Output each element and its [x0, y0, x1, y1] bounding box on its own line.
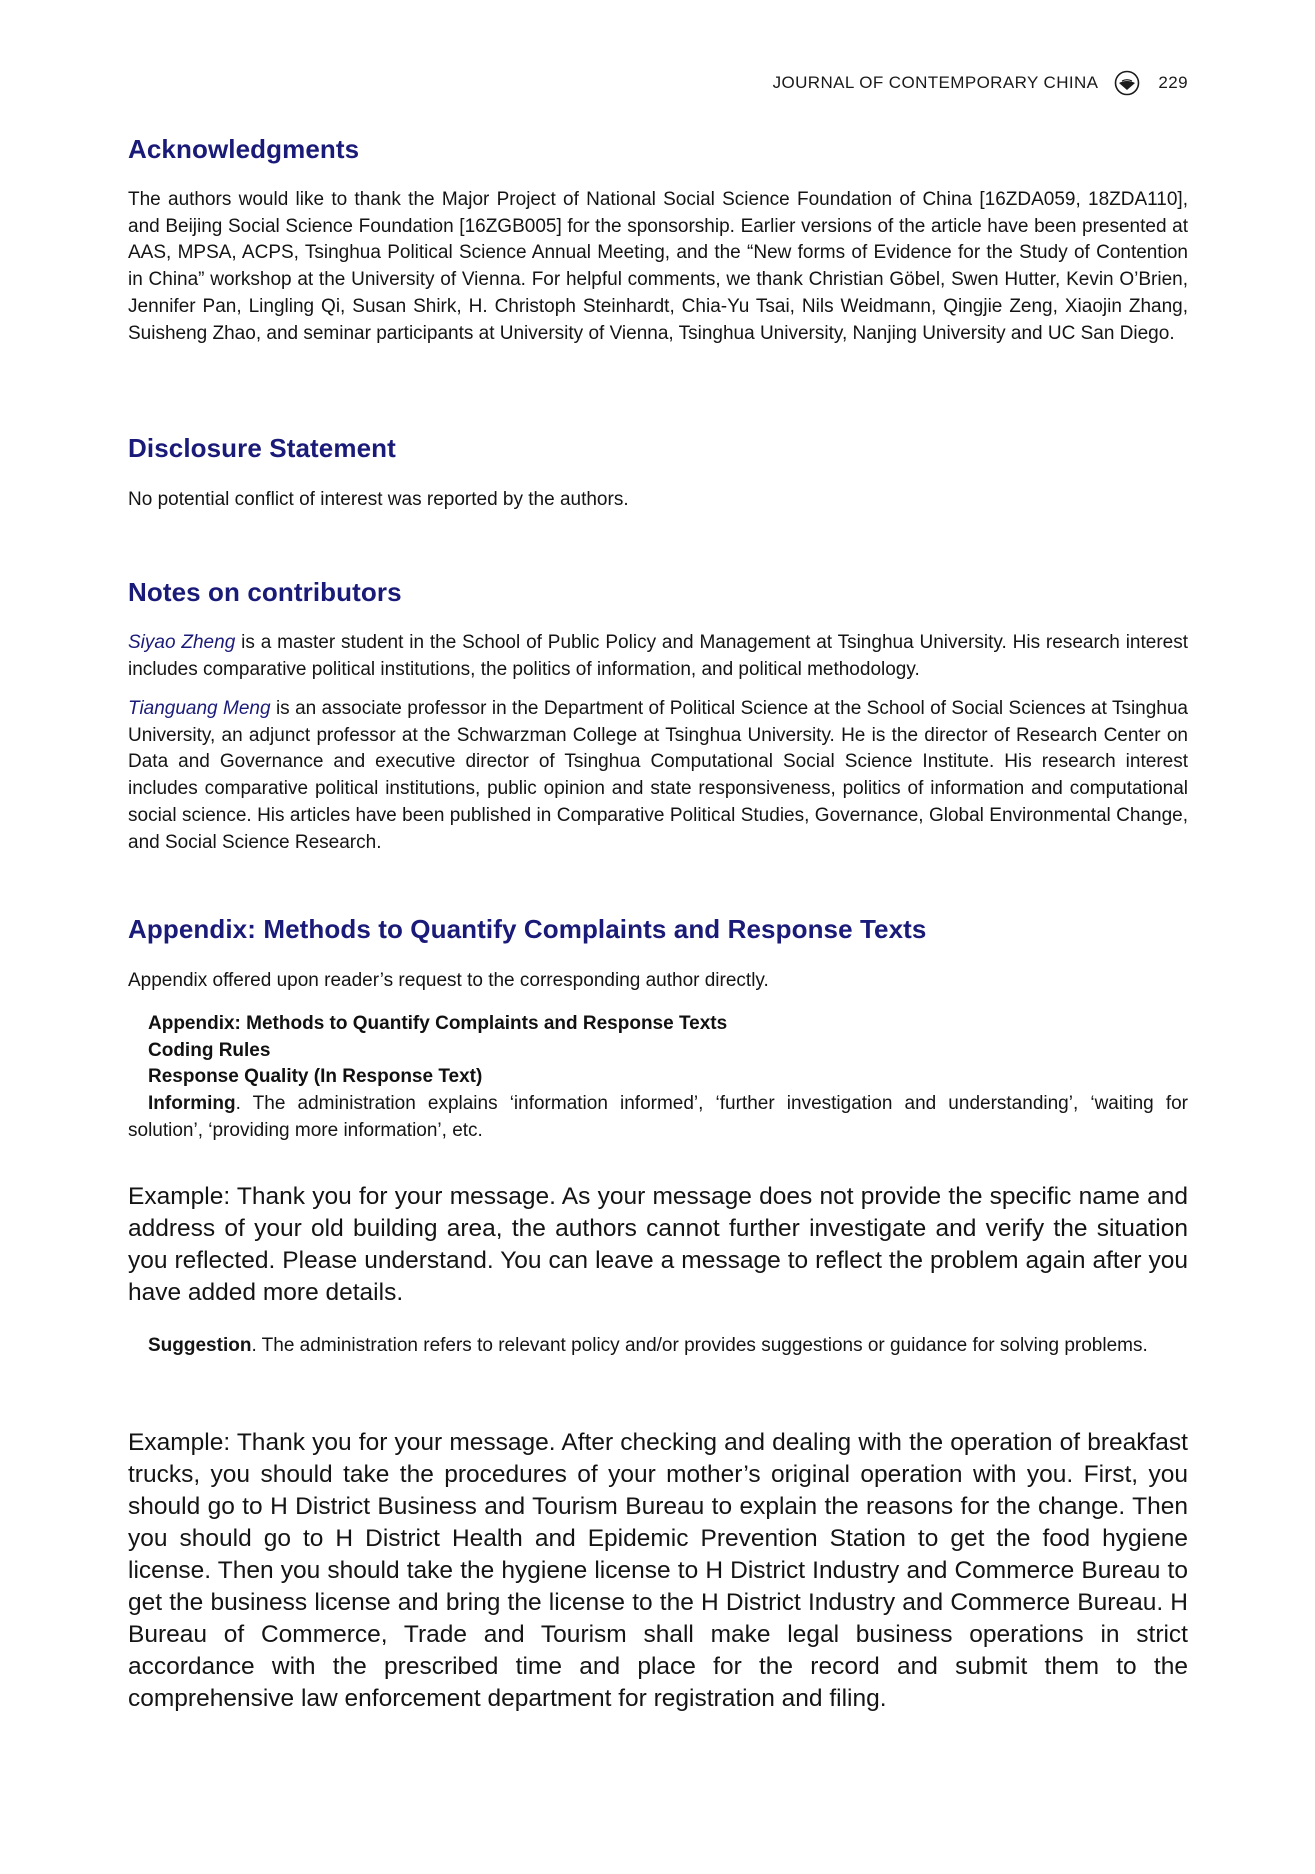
- contributors-heading: Notes on contributors: [128, 577, 402, 607]
- journal-title: JOURNAL OF CONTEMPORARY CHINA: [772, 73, 1099, 92]
- example-suggestion: Example: Thank you for your message. After checking and dealing with the operation of breakfast trucks, you should take the procedures of your mother’s original operation with you. First, you should go to H District Business and Tourism Bureau to explain the reasons for the change. Then you should go to H District Health and Epidemic Prevention Station to get the food hygiene license. Then you should take the hygiene license to H District Industry and Commerce Bureau to get the business license and bring the license to the H District Industry and Commerce Bureau. H Bureau of Commerce, Trade and Tourism shall make legal business operations in strict accordance with the prescribed time and place for the record and submit them to the comprehensive law enforcement department for registration and filing.: [128, 1429, 1188, 1712]
- acknowledgments-text: The authors would like to thank the Major Project of National Social Science Foundation of China [16ZDA059, 18ZDA110], and Beijing Social Science Foundation [16ZGB005] for the sponsorship. Earlier versions of the article have been presented at AAS, MPSA, ACPS, Tsinghua Political Science Annual Meeting, and the “New forms of Evidence for the Study of Contention in China” workshop at the University of Vienna. For helpful comments, we thank Christian Göbel, Swen Hutter, Kevin O’Brien, Jennifer Pan, Lingling Qi, Susan Shirk, H. Christoph Steinhardt, Chia-Yu Tsai, Nils Weidmann, Qingjie Zeng, Xiaojin Zhang, Suisheng Zhao, and seminar participants at University of Vienna, Tsinghua University, Nanjing University and UC San Diego.: [128, 189, 1188, 344]
- contributor-name: Siyao Zheng: [128, 632, 236, 653]
- contributor-name: Tianguang Meng: [128, 698, 271, 719]
- appendix-subtitle: Appendix: Methods to Quantify Complaints and Response Texts: [148, 1013, 728, 1034]
- page-number: 229: [1158, 73, 1188, 92]
- suggestion-block: [128, 1333, 1188, 1360]
- suggestion-term: Suggestion: [148, 1335, 252, 1356]
- appendix-intro: Appendix offered upon reader’s request to the corresponding author directly.: [128, 970, 769, 991]
- publisher-logo-icon: [1114, 70, 1140, 96]
- suggestion-definition: [128, 1333, 1188, 1360]
- contributor-bio-text: is an associate professor in the Department of Political Science at the School of Social Sciences at Tsinghua University, an adjunct professor at the Schwarzman College at Tsinghua University. He is the director of Research Center on Data and Governance and executive director of Tsinghua Computational Social Science Institute. His research interest includes comparative political institutions, public opinion and state responsiveness, politics of information and computational social science. His articles have been published in Comparative Political Studies, Governance, Global Environmental Change, and Social Science Research.: [128, 698, 1189, 853]
- informing-text: . The administration explains ‘information informed’, ‘further investigation and understanding’, ‘waiting for solution’, ‘providing more information’, etc.: [128, 1093, 1188, 1141]
- appendix-heading: Appendix: Methods to Quantify Complaints and Response Texts: [128, 914, 927, 944]
- contributor-bio: [128, 696, 1188, 856]
- example-informing: Example: Thank you for your message. As your message does not provide the specific name and address of your old building area, the authors cannot further investigate and verify the situation you reflected. Please understand. You can leave a message to reflect the problem again after you have added more details.: [128, 1183, 1188, 1306]
- coding-rules-label: Coding Rules: [148, 1039, 271, 1061]
- informing-term: Informing: [148, 1093, 236, 1115]
- disclosure-heading: Disclosure Statement: [128, 433, 396, 463]
- informing-definition: [128, 1091, 1188, 1144]
- contributor-bio-text: is a master student in the School of Public Policy and Management at Tsinghua University. His research interest includes comparative political institutions, the politics of information, and political methodology.: [128, 632, 1189, 680]
- response-quality-label: Response Quality (In Response Text): [148, 1066, 483, 1088]
- disclosure-text: No potential conflict of interest was reported by the authors.: [128, 489, 629, 510]
- running-head: [773, 70, 1188, 96]
- appendix-coding-block: [128, 1011, 1188, 1145]
- contributor-bio: [128, 630, 1188, 683]
- acknowledgments-heading: Acknowledgments: [128, 134, 360, 164]
- suggestion-text: . The administration refers to relevant policy and/or provides suggestions or guidance for solving problems.: [251, 1335, 1148, 1356]
